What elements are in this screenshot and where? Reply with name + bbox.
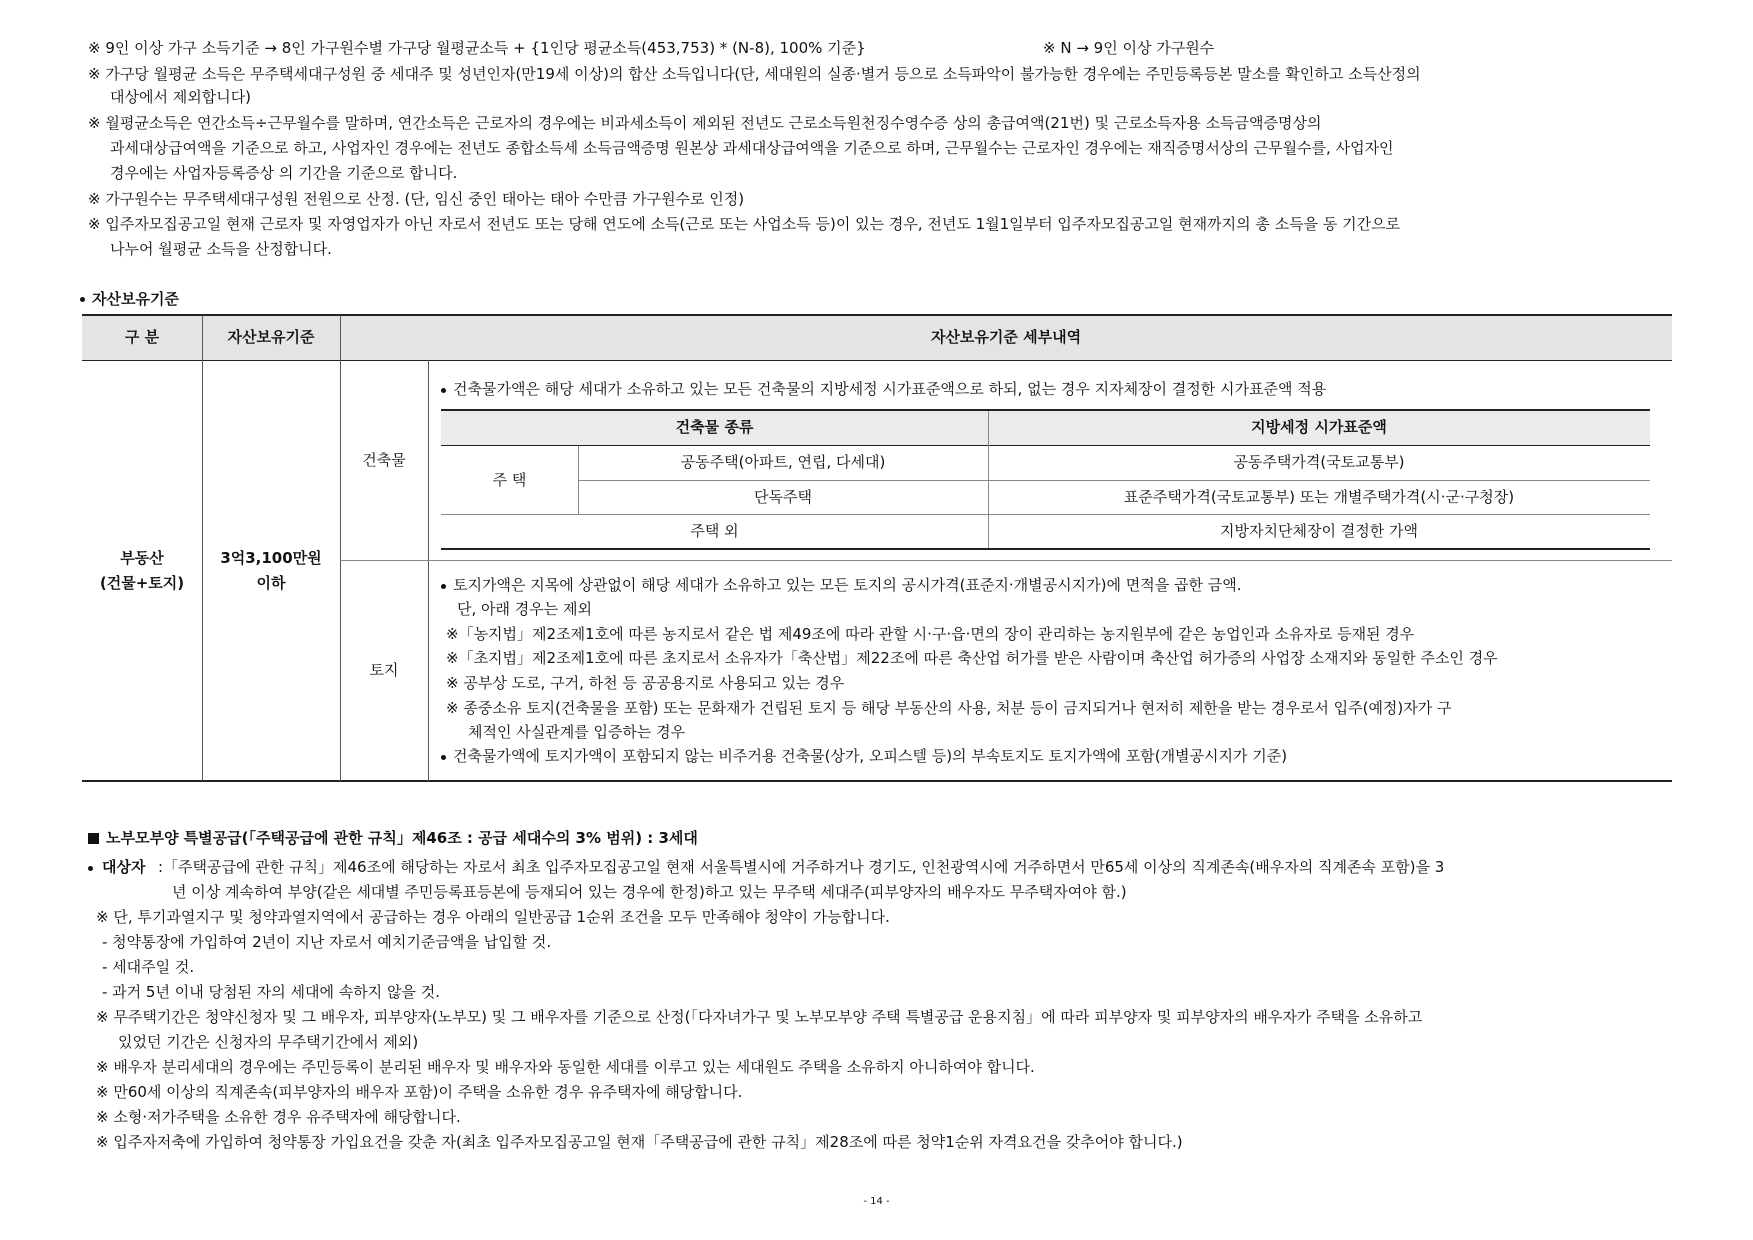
limit-line1: 3억3,100만원 bbox=[220, 549, 322, 567]
condition-line-3: - 세대주일 것. bbox=[102, 958, 195, 976]
income-note-5-cont: 나누어 월평균 소득을 산정합니다. bbox=[110, 240, 332, 258]
inner-top-border bbox=[441, 409, 1650, 411]
condition-line-9: ※ 소형·저가주택을 소유한 경우 유주택자에 해당합니다. bbox=[96, 1108, 461, 1126]
inner-bottom-border bbox=[441, 548, 1650, 550]
inner-header-type: 건축물 종류 bbox=[675, 418, 754, 436]
income-note-5: ※ 입주자모집공고일 현재 근로자 및 자영업자가 아닌 자로서 전년도 또는 당해 연도에 소득(근로 또는 사업소득 등)이 있는 경우, 전년도 1월1일부터 입주자모집공고일 현재까지의 총 소득을 동 기간으로 bbox=[88, 215, 1401, 233]
col-divider-2 bbox=[340, 315, 341, 781]
building-label: 건축물 bbox=[362, 451, 406, 469]
land-line-5: ※ 공부상 도로, 구거, 하천 등 공공용지로 사용되고 있는 경우 bbox=[446, 674, 845, 692]
income-note-2: ※ 가구당 월평균 소득은 무주택세대구성원 중 세대주 및 성년인자(만19세 이상)의 합산 소득입니다(단, 세대원의 실종·별거 등으로 소득파악이 불가능한 경우에는 주민등록등본 말소를 확인하고 소득산정의 bbox=[88, 65, 1421, 83]
inner-row-type: 공동주택(아파트, 연립, 다세대) bbox=[680, 453, 886, 471]
income-note-3-cont2: 경우에는 사업자등록증상 의 기간을 기준으로 합니다. bbox=[110, 164, 458, 182]
target-line-1: :「주택공급에 관한 규칙」제46조에 해당하는 자로서 최초 입주자모집공고일 현재 서울특별시에 거주하거나 경기도, 인천광역시에 거주하면서 만65세 이상의 직계존속(배우자의 직계존속 포함)을 3 bbox=[158, 858, 1445, 876]
land-line-7: 체적인 사실관계를 입증하는 경우 bbox=[468, 723, 686, 741]
section-square-icon bbox=[88, 833, 99, 844]
condition-line-8: ※ 만60세 이상의 직계존속(피부양자의 배우자 포함)이 주택을 소유한 경우 유주택자에 해당합니다. bbox=[96, 1083, 743, 1101]
land-line-4: ※「초지법」제2조제1호에 따른 초지로서 소유자가「축산법」제22조에 따른 축산업 허가를 받은 사람이며 축산업 허가증의 사업장 소재지와 동일한 주소인 경우 bbox=[446, 649, 1498, 667]
building-land-divider bbox=[340, 560, 1672, 561]
inner-header-value: 지방세정 시가표준액 bbox=[1251, 418, 1387, 436]
table-bottom-border bbox=[82, 780, 1672, 782]
land-line-6: ※ 종중소유 토지(건축물을 포함) 또는 문화재가 건립된 토지 등 해당 부동산의 사용, 처분 등이 금지되거나 현저히 제한을 받는 경우로서 입주(예정)자가 구 bbox=[446, 699, 1452, 717]
table-top-border bbox=[82, 314, 1672, 316]
header-limit: 자산보유기준 bbox=[227, 328, 315, 346]
condition-line-1: ※ 단, 투기과열지구 및 청약과열지역에서 공급하는 경우 아래의 일반공급 1순위 조건을 모두 만족해야 청약이 가능합니다. bbox=[96, 908, 890, 926]
target-label: 대상자 bbox=[102, 858, 146, 876]
elderly-section-title: 노부모부양 특별공급(「주택공급에 관한 규칙」제46조 : 공급 세대수의 3% 범위) : 3세대 bbox=[106, 829, 698, 847]
land-line-3: ※「농지법」제2조제1호에 따른 농지로서 같은 법 제49조에 따라 관할 시·구·읍·면의 장이 관리하는 농지원부에 같은 농업인과 소유자로 등재된 경우 bbox=[446, 625, 1415, 643]
land-last-bullet bbox=[441, 755, 446, 760]
condition-line-10: ※ 입주자저축에 가입하여 청약통장 가입요건을 갖춘 자(최초 입주자모집공고일 현재「주택공급에 관한 규칙」제28조에 따른 청약1순위 자격요건을 갖추어야 합니다.) bbox=[96, 1133, 1183, 1151]
building-bullet bbox=[441, 388, 446, 393]
housing-label: 주 택 bbox=[492, 471, 527, 489]
inner-row-value: 표준주택가격(국토교통부) 또는 개별주택가격(시·군·구청장) bbox=[1123, 488, 1515, 506]
income-note-2-cont: 대상에서 제외합니다) bbox=[110, 88, 252, 106]
category-line2: (건물+토지) bbox=[99, 574, 185, 592]
page-number: - 14 - bbox=[863, 1196, 890, 1207]
section-bullet bbox=[80, 297, 85, 302]
income-note-n: ※ N → 9인 이상 가구원수 bbox=[1043, 39, 1215, 57]
inner-row-type: 주택 외 bbox=[690, 522, 739, 540]
land-line-2: 단, 아래 경우는 제외 bbox=[457, 600, 592, 618]
target-line-2: 년 이상 계속하여 부양(같은 세대별 주민등록표등본에 등재되어 있는 경우에 한정)하고 있는 무주택 세대주(피부양자의 배우자도 무주택자여야 함.) bbox=[172, 883, 1127, 901]
category-line1: 부동산 bbox=[120, 549, 164, 567]
land-last-line: 건축물가액에 토지가액이 포함되지 않는 비주거용 건축물(상가, 오피스텔 등)의 부속토지도 토지가액에 포함(개별공시지가 기준) bbox=[453, 747, 1288, 765]
inner-row-border-1 bbox=[578, 480, 1650, 481]
land-line-1: 토지가액은 지목에 상관없이 해당 세대가 소유하고 있는 모든 토지의 공시가격(표준지·개별공시지가)에 면적을 곱한 금액. bbox=[453, 576, 1242, 594]
income-note-3: ※ 월평균소득은 연간소득÷근무월수를 말하며, 연간소득은 근로자의 경우에는 비과세소득이 제외된 전년도 근로소득원천징수영수증 상의 총급여액(21번) 및 근로소득자용 소득금액증명상의 bbox=[88, 114, 1322, 132]
land-label: 토지 bbox=[369, 661, 399, 679]
building-note: 건축물가액은 해당 세대가 소유하고 있는 모든 건축물의 지방세정 시가표준액으로 하되, 없는 경우 지자체장이 결정한 시가표준액 적용 bbox=[453, 380, 1327, 398]
condition-line-5: ※ 무주택기간은 청약신청자 및 그 배우자, 피부양자(노부모) 및 그 배우자를 기준으로 산정(「다자녀가구 및 노부모부양 주택 특별공급 운용지침」에 따라 피부양자 및 피부양자의 배우자가 주택을 소유하고 bbox=[96, 1008, 1423, 1026]
income-note-3-cont1: 과세대상급여액을 기준으로 하고, 사업자인 경우에는 전년도 종합소득세 소득금액증명 원본상 과세대상급여액을 기준으로 하며, 근무월수는 근로자인 경우에는 재직증명서상의 근무월수를, 사업자인 bbox=[110, 139, 1394, 157]
condition-line-4: - 과거 5년 이내 당첨된 자의 세대에 속하지 않을 것. bbox=[102, 983, 440, 1001]
header-detail: 자산보유기준 세부내역 bbox=[930, 328, 1082, 346]
limit-line2: 이하 bbox=[256, 574, 286, 592]
inner-row-border-2 bbox=[441, 514, 1650, 515]
condition-line-2: - 청약통장에 가입하여 2년이 지난 자로서 예치기준금액을 납입할 것. bbox=[102, 933, 552, 951]
target-bullet bbox=[88, 866, 93, 871]
condition-line-7: ※ 배우자 분리세대의 경우에는 주민등록이 분리된 배우자 및 배우자와 동일한 세대를 이루고 있는 세대원도 주택을 소유하지 아니하여야 합니다. bbox=[96, 1058, 1035, 1076]
inner-row-type: 단독주택 bbox=[754, 488, 812, 506]
col-divider-3 bbox=[428, 360, 429, 781]
header-category: 구 분 bbox=[124, 328, 160, 346]
inner-header-border bbox=[441, 445, 1650, 446]
inner-row-value: 지방자치단체장이 결정한 가액 bbox=[1220, 522, 1418, 540]
asset-section-title: 자산보유기준 bbox=[92, 290, 179, 308]
land-bullet bbox=[441, 584, 446, 589]
condition-line-6: 있었던 기간은 신청자의 무주택기간에서 제외) bbox=[118, 1033, 419, 1051]
income-note-4: ※ 가구원수는 무주택세대구성원 전원으로 산정. (단, 임신 중인 태아는 태아 수만큼 가구원수로 인정) bbox=[88, 190, 745, 208]
income-note-1: ※ 9인 이상 가구 소득기준 → 8인 가구원수별 가구당 월평균소득 + {1인당 평균소득(453,753) * (N-8), 100% 기준} bbox=[88, 39, 866, 57]
inner-row-value: 공동주택가격(국토교통부) bbox=[1233, 453, 1405, 471]
table-header-border bbox=[82, 360, 1672, 361]
